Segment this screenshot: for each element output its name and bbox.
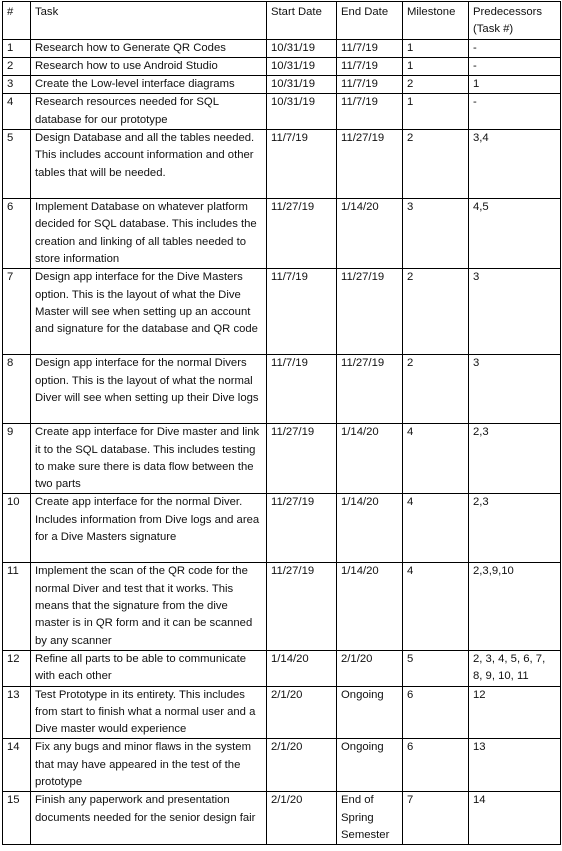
cell-milestone: 5: [403, 650, 469, 686]
cell-predecessors: 2,3: [469, 424, 561, 494]
cell-start-date: 10/31/19: [267, 76, 337, 94]
cell-task-description: Test Prototype in its entirety. This includes from start to finish what a normal user and a Dive master would experience: [31, 686, 267, 739]
cell-task-description: Design app interface for the Dive Masters option. This is the layout of what the Dive Master will see when setting up an account and signature for the database and QR code: [31, 269, 267, 355]
cell-task-number: 8: [3, 355, 31, 424]
cell-milestone: 2: [403, 269, 469, 355]
cell-task-number: 12: [3, 650, 31, 686]
cell-predecessors: 2,3: [469, 494, 561, 563]
cell-milestone: 1: [403, 39, 469, 57]
table-row: [3, 792, 561, 845]
cell-end-date: 2/1/20: [337, 650, 403, 686]
cell-predecessors: 2, 3, 4, 5, 6, 7, 8, 9, 10, 11: [469, 650, 561, 686]
cell-start-date: 11/27/19: [267, 563, 337, 650]
cell-predecessors: 3: [469, 269, 561, 355]
cell-start-date: 11/7/19: [267, 269, 337, 355]
table-row: [3, 130, 561, 199]
cell-task-number: 9: [3, 424, 31, 494]
header-milestone: Milestone: [403, 2, 469, 40]
header-num: #: [3, 2, 31, 40]
table-row: [3, 57, 561, 75]
cell-task-description: Design Database and all the tables needed. This includes account information and other tables that will be needed.: [31, 130, 267, 199]
cell-task-number: 14: [3, 739, 31, 792]
schedule-table: [2, 1, 561, 845]
cell-milestone: 2: [403, 130, 469, 199]
cell-end-date: 11/27/19: [337, 269, 403, 355]
cell-end-date: 11/7/19: [337, 94, 403, 130]
cell-task-description: Design app interface for the normal Divers option. This is the layout of what the normal Diver will see when setting up their Dive logs: [31, 355, 267, 424]
cell-task-description: Implement the scan of the QR code for the normal Diver and test that it works. This means that the signature from the dive master is in QR form and it can be scanned by any scanner: [31, 563, 267, 650]
cell-task-number: 13: [3, 686, 31, 739]
cell-task-number: 4: [3, 94, 31, 130]
cell-task-description: Create the Low-level interface diagrams: [31, 76, 267, 94]
cell-predecessors: -: [469, 94, 561, 130]
cell-end-date: 1/14/20: [337, 424, 403, 494]
cell-task-description: Research resources needed for SQL database for our prototype: [31, 94, 267, 130]
cell-predecessors: 13: [469, 739, 561, 792]
cell-milestone: 2: [403, 76, 469, 94]
cell-milestone: 4: [403, 563, 469, 650]
cell-milestone: 2: [403, 355, 469, 424]
table-row: [3, 94, 561, 130]
cell-end-date: Ongoing: [337, 686, 403, 739]
cell-start-date: 10/31/19: [267, 57, 337, 75]
cell-task-description: Finish any paperwork and presentation documents needed for the senior design fair: [31, 792, 267, 845]
cell-start-date: 2/1/20: [267, 739, 337, 792]
cell-start-date: 11/27/19: [267, 199, 337, 269]
cell-end-date: 1/14/20: [337, 563, 403, 650]
cell-milestone: 6: [403, 739, 469, 792]
cell-end-date: 1/14/20: [337, 199, 403, 269]
cell-predecessors: 14: [469, 792, 561, 845]
table-row: [3, 494, 561, 563]
cell-predecessors: 12: [469, 686, 561, 739]
cell-task-number: 7: [3, 269, 31, 355]
cell-milestone: 3: [403, 199, 469, 269]
cell-start-date: 11/27/19: [267, 494, 337, 563]
table-row: [3, 269, 561, 355]
cell-start-date: 1/14/20: [267, 650, 337, 686]
cell-start-date: 10/31/19: [267, 39, 337, 57]
cell-task-description: Implement Database on whatever platform decided for SQL database. This includes the creation and linking of all tables needed to store information: [31, 199, 267, 269]
header-end-date: End Date: [337, 2, 403, 40]
cell-milestone: 7: [403, 792, 469, 845]
cell-end-date: 11/7/19: [337, 39, 403, 57]
cell-predecessors: 2,3,9,10: [469, 563, 561, 650]
cell-milestone: 4: [403, 424, 469, 494]
cell-end-date: 11/7/19: [337, 57, 403, 75]
cell-task-number: 1: [3, 39, 31, 57]
cell-start-date: 2/1/20: [267, 686, 337, 739]
cell-task-number: 5: [3, 130, 31, 199]
cell-task-number: 10: [3, 494, 31, 563]
cell-predecessors: 3,4: [469, 130, 561, 199]
cell-task-number: 11: [3, 563, 31, 650]
cell-start-date: 11/7/19: [267, 355, 337, 424]
cell-milestone: 1: [403, 94, 469, 130]
table-row: [3, 355, 561, 424]
cell-task-number: 15: [3, 792, 31, 845]
header-row: [3, 2, 561, 40]
cell-predecessors: -: [469, 39, 561, 57]
cell-task-description: Fix any bugs and minor flaws in the system that may have appeared in the test of the prototype: [31, 739, 267, 792]
cell-milestone: 1: [403, 57, 469, 75]
cell-task-description: Create app interface for Dive master and link it to the SQL database. This includes testing to make sure there is data flow between the two parts: [31, 424, 267, 494]
cell-predecessors: -: [469, 57, 561, 75]
cell-predecessors: 3: [469, 355, 561, 424]
table-row: [3, 739, 561, 792]
cell-predecessors: 4,5: [469, 199, 561, 269]
cell-task-description: Research how to Generate QR Codes: [31, 39, 267, 57]
cell-start-date: 2/1/20: [267, 792, 337, 845]
table-row: [3, 424, 561, 494]
cell-end-date: End of Spring Semester: [337, 792, 403, 845]
table-row: [3, 76, 561, 94]
header-start-date: Start Date: [267, 2, 337, 40]
cell-task-description: Research how to use Android Studio: [31, 57, 267, 75]
cell-start-date: 11/27/19: [267, 424, 337, 494]
cell-predecessors: 1: [469, 76, 561, 94]
cell-end-date: 11/27/19: [337, 355, 403, 424]
cell-task-number: 6: [3, 199, 31, 269]
header-predecessors: Predecessors (Task #): [469, 2, 561, 40]
cell-start-date: 10/31/19: [267, 94, 337, 130]
header-task: Task: [31, 2, 267, 40]
schedule-table-wrapper: [2, 1, 561, 845]
cell-end-date: 11/7/19: [337, 76, 403, 94]
cell-milestone: 6: [403, 686, 469, 739]
table-row: [3, 650, 561, 686]
cell-task-number: 3: [3, 76, 31, 94]
table-row: [3, 199, 561, 269]
cell-task-number: 2: [3, 57, 31, 75]
cell-end-date: 11/27/19: [337, 130, 403, 199]
cell-milestone: 4: [403, 494, 469, 563]
cell-end-date: Ongoing: [337, 739, 403, 792]
table-row: [3, 686, 561, 739]
cell-end-date: 1/14/20: [337, 494, 403, 563]
table-row: [3, 39, 561, 57]
cell-task-description: Create app interface for the normal Diver. Includes information from Dive logs and area for a Dive Masters signature: [31, 494, 267, 563]
table-row: [3, 563, 561, 650]
cell-task-description: Refine all parts to be able to communicate with each other: [31, 650, 267, 686]
cell-start-date: 11/7/19: [267, 130, 337, 199]
